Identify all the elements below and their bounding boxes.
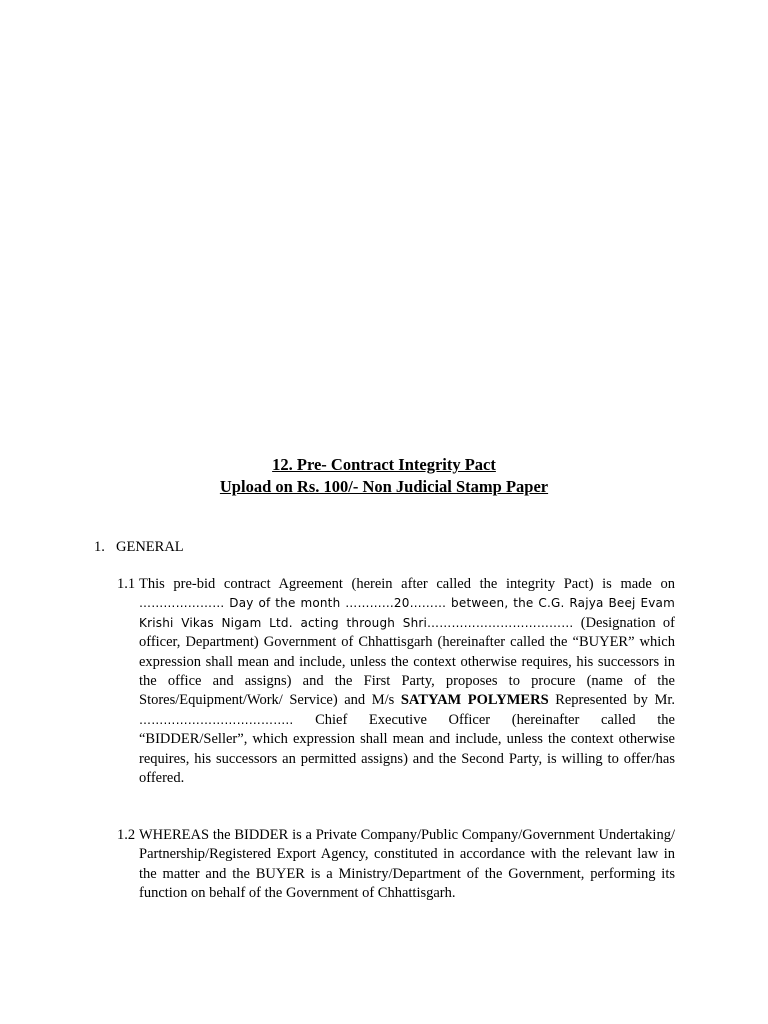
clause-text — [139, 575, 675, 788]
clause-text-part: ……………………………….. — [139, 712, 294, 727]
clause-number: 1.1 — [117, 576, 136, 592]
clause-text-part: Chief Executive Officer (hereinafter called the “BIDDER/Seller”, which expression shall mean and include, unless the context otherwise requires, his successors an permitted assigns) and the Second Party, is willing to offer/has offered. — [139, 711, 675, 787]
document-title — [0, 454, 768, 498]
title-line-1: 12. Pre- Contract Integrity Pact — [272, 455, 496, 474]
section-title: GENERAL — [116, 539, 184, 555]
title-line-2: Upload on Rs. 100/- Non Judicial Stamp Paper — [219, 477, 549, 496]
clause-text-part: Represented by Mr. — [548, 692, 675, 709]
clause-text-part: This pre-bid contract Agreement (herein after called the integrity Pact) is made on — [139, 576, 675, 592]
clause-1-2 — [117, 826, 675, 904]
clause-text-part: ………………… Day of the month ………...20……… between, the C.G. Rajya Beej Evam Krishi Vikas Nigam Ltd. acting through Shri……………………………… — [139, 596, 675, 630]
section-heading-general — [94, 538, 184, 557]
clause-text-part: (Designation of officer, Department) Government of Chhattisgarh (hereinafter called the “BUYER” which expression shall mean and include, unless the context otherwise requires, his successors in the office and assigns) and the First Party, proposes to procure (name of the Stores/Equipment/Work/ Service) and M/s — [139, 614, 676, 709]
clause-number: 1.2 — [117, 827, 136, 843]
clause-1-1 — [117, 575, 675, 788]
section-number: 1. — [94, 539, 105, 555]
company-name: SATYAM POLYMERS — [400, 692, 549, 709]
clause-text: WHEREAS the BIDDER is a Private Company/Public Company/Government Undertaking/ Partnership/Registered Export Agency, constituted in accordance with the relevant law in the matter and the BUYER is a Ministry/Department of the Government, performing its function on behalf of the Government of Chhattisgarh. — [139, 827, 675, 902]
